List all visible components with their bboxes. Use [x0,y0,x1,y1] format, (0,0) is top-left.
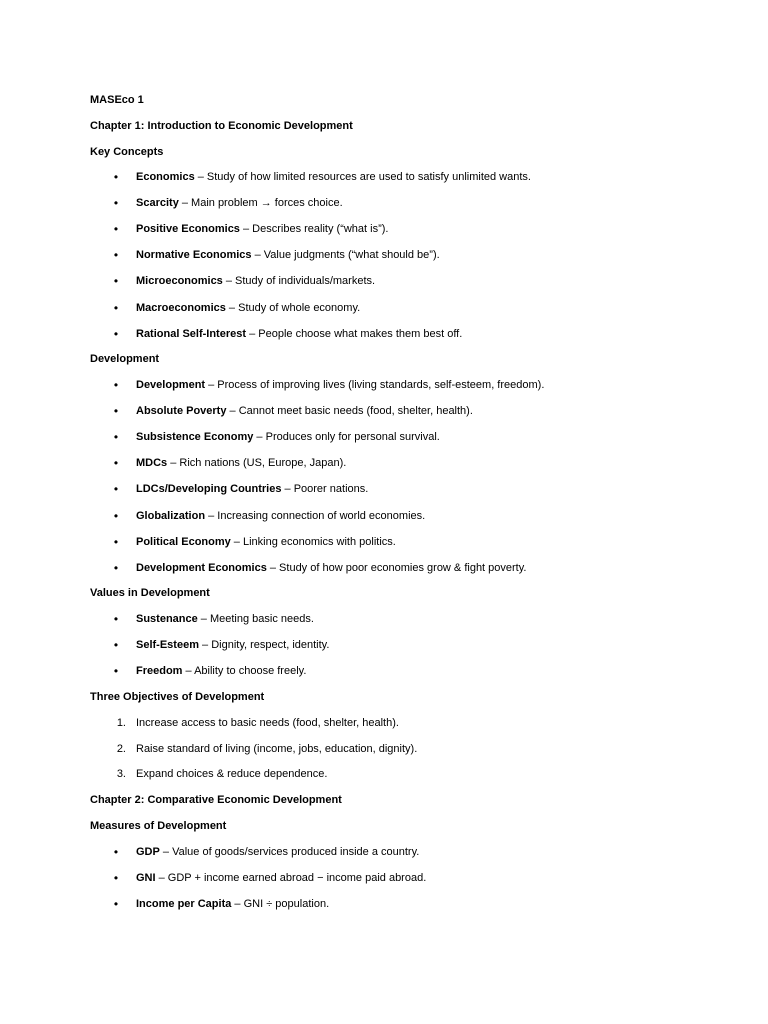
list-item-description: – Study of how limited resources are used to satisfy unlimited wants. [194,171,531,183]
list-item-term: Self-Esteem [136,639,199,652]
numbered-list-item: Raise standard of living (income, jobs, education, dignity). [136,742,418,755]
list-item-description: – Produces only for personal survival. [253,431,440,444]
bullet-marker: • [113,612,119,626]
list-item [136,482,368,496]
list-item-description: – People choose what makes them best off. [246,327,463,340]
list-item-term: Development Economics [136,561,267,574]
measures-heading: Measures of Development [90,820,227,832]
list-item-term: Positive Economics [136,223,240,236]
list-item [136,561,526,575]
list-item [136,897,329,911]
bullet-marker: • [113,482,119,497]
list-item-term: Political Economy [136,535,231,548]
list-item-term: Normative Economics [136,249,252,262]
list-item [136,535,396,549]
list-item [136,170,531,184]
list-item-term: Microeconomics [136,275,223,288]
bullet-marker: • [113,430,119,445]
list-item-description: – Study of individuals/markets. [222,275,376,288]
list-item-description: – Increasing connection of world economies. [205,509,426,522]
list-item-term: LDCs/Developing Countries [136,483,282,496]
bullet-marker: • [113,897,119,911]
list-item-description: – Value of goods/services produced inside a country. [159,846,420,858]
key-concepts-heading: Key Concepts [90,146,164,158]
bullet-marker: • [113,196,119,211]
list-item-term: MDCs [136,457,168,470]
list-item-term: Globalization [136,509,206,522]
values-heading: Values in Development [90,587,210,599]
list-item-term: GDP [136,846,160,858]
list-item [136,430,440,444]
document-title: MASEco 1 [90,94,144,106]
list-item [136,612,314,626]
list-item [136,248,440,262]
list-item [136,509,425,523]
list-item-term: Rational Self-Interest [136,327,247,340]
list-item-number: 3. [116,768,126,781]
bullet-marker: • [113,404,119,419]
chapter-1-heading: Chapter 1: Introduction to Economic Development [90,120,353,132]
list-item [136,222,388,236]
list-item-description: – Process of improving lives (living standards, self-esteem, freedom). [205,379,545,391]
bullet-marker: • [113,845,119,859]
numbered-list-item: Increase access to basic needs (food, shelter, health). [136,717,399,729]
list-item-description: – Meeting basic needs. [197,613,314,625]
list-item-term: GNI [136,872,156,884]
bullet-marker: • [113,378,119,392]
list-item-description: – Study of how poor economies grow & fight poverty. [266,561,527,574]
list-item-term: Freedom [136,665,183,678]
list-item-term: Absolute Poverty [136,405,227,418]
bullet-marker: • [113,638,119,653]
numbered-list-item: Expand choices & reduce dependence. [136,768,328,781]
list-item-description: – GDP + income earned abroad − income paid abroad. [155,872,427,884]
list-item [136,638,329,652]
bullet-marker: • [113,871,119,885]
list-item-number: 1. [116,717,126,729]
bullet-marker: • [113,248,119,263]
list-item-description: – Main problem → forces choice. [178,197,343,210]
bullet-marker: • [113,534,119,549]
list-item-number: 2. [116,742,126,755]
list-item [136,196,343,210]
bullet-marker: • [113,456,119,471]
list-item [136,301,360,315]
bullet-marker: • [113,326,119,341]
list-item [136,378,544,392]
bullet-marker: • [113,300,119,315]
list-item-description: – GNI ÷ population. [231,898,330,910]
list-item [136,274,375,288]
bullet-marker: • [113,170,119,184]
list-item-term: Macroeconomics [136,301,226,314]
list-item [136,845,419,859]
list-item-term: Subsistence Economy [136,431,254,444]
bullet-marker: • [113,664,119,679]
list-item [136,871,426,885]
list-item-description: – Rich nations (US, Europe, Japan). [167,457,347,470]
objectives-heading: Three Objectives of Development [90,691,265,703]
list-item-term: Development [136,379,206,391]
bullet-marker: • [113,508,119,523]
bullet-marker: • [113,560,119,575]
list-item-description: – Study of whole economy. [225,301,361,314]
list-item [136,327,462,341]
list-item [136,664,306,678]
list-item-term: Economics [136,171,195,183]
list-item [136,456,346,470]
list-item-description: – Describes reality (“what is”). [239,223,389,236]
chapter-2-heading: Chapter 2: Comparative Economic Development [90,794,342,806]
list-item-term: Sustenance [136,613,198,625]
list-item-description: – Cannot meet basic needs (food, shelter, health). [226,405,473,418]
list-item [136,404,473,418]
development-heading: Development [90,353,160,365]
list-item-description: – Linking economics with politics. [230,535,396,548]
list-item-term: Income per Capita [136,898,232,910]
bullet-marker: • [113,274,119,289]
list-item-description: – Ability to choose freely. [182,665,307,678]
list-item-description: – Poorer nations. [281,483,369,496]
list-item-description: – Value judgments (“what should be”). [251,249,440,262]
list-item-term: Scarcity [136,197,179,210]
bullet-marker: • [113,222,119,237]
list-item-description: – Dignity, respect, identity. [198,639,330,652]
